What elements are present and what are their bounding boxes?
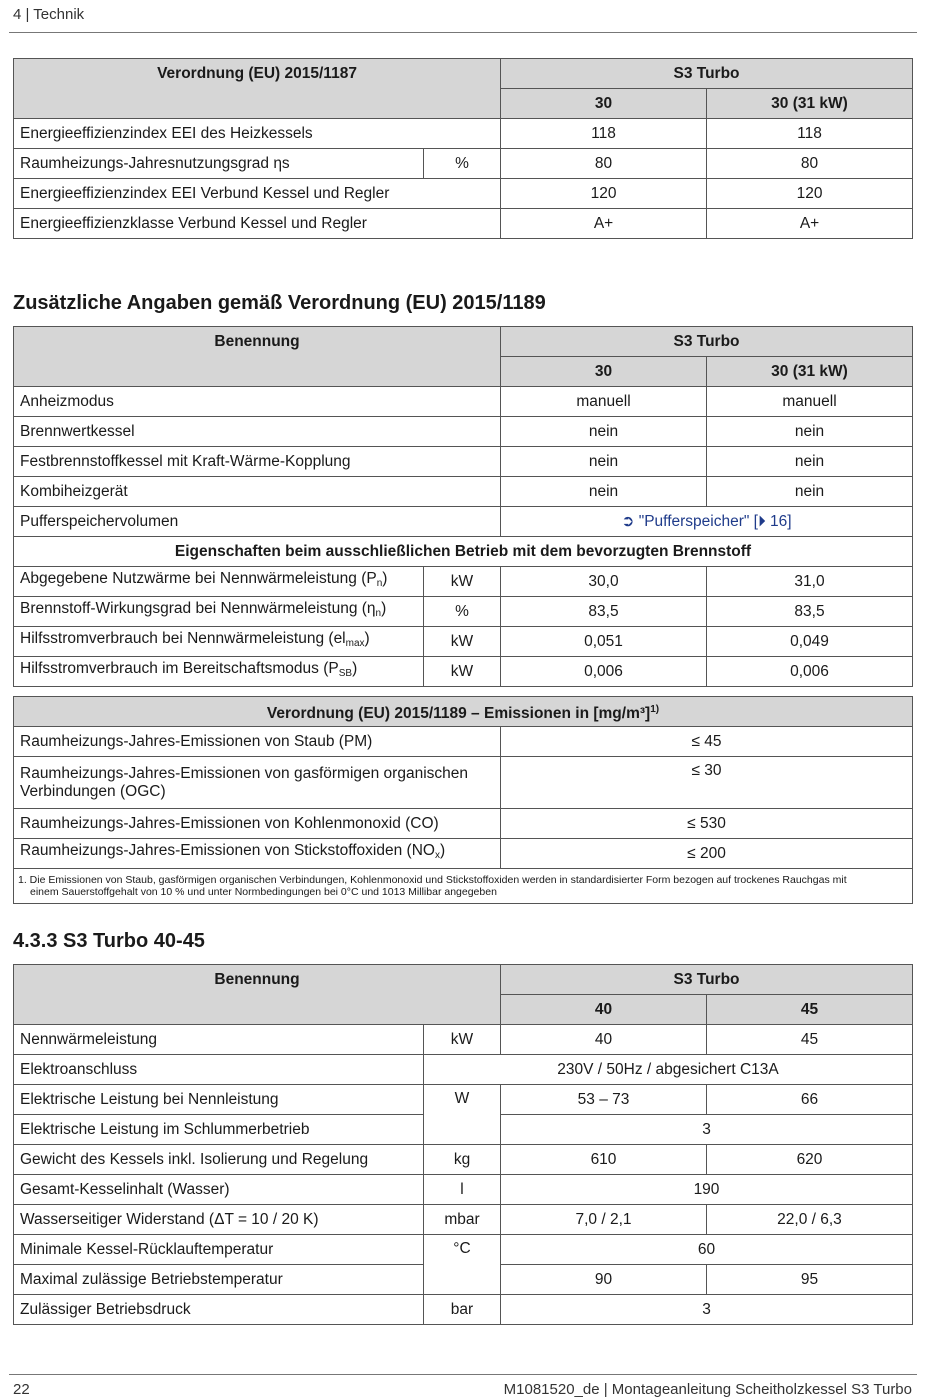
row-unit: kg xyxy=(424,1145,501,1175)
row-value-b: 0,006 xyxy=(707,657,913,687)
row-label xyxy=(14,567,424,597)
footnote-line: 1. Die Emissionen von Staub, gasförmigen organischen Verbindungen, Kohlenmonoxid und Stickstoffoxiden werden in standardisierter Form bezogen auf trockenes Rauchgas mit xyxy=(18,874,847,886)
row-value-a: A+ xyxy=(501,209,707,239)
row-unit: mbar xyxy=(424,1205,501,1235)
row-label: Gesamt-Kesselinhalt (Wasser) xyxy=(14,1175,424,1205)
table-row xyxy=(14,387,913,417)
table-row xyxy=(14,417,913,447)
row-value-a: 53 – 73 xyxy=(501,1085,707,1115)
row-value-a: 83,5 xyxy=(501,597,707,627)
table-row xyxy=(14,727,913,757)
table-row xyxy=(14,477,913,507)
row-label-tail: ) xyxy=(364,630,370,647)
row-label-text: Hilfsstromverbrauch bei Nennwärmeleistung (el xyxy=(20,630,346,647)
table-row xyxy=(14,597,913,627)
row-label xyxy=(14,657,424,687)
row-value: ≤ 30 xyxy=(501,757,913,809)
row-value-b: 118 xyxy=(707,119,913,149)
page-number: 22 xyxy=(13,1381,30,1398)
table-row xyxy=(14,1085,913,1115)
row-value-a: 30,0 xyxy=(501,567,707,597)
play-arrow-icon: ⏵ xyxy=(757,512,766,530)
buffer-link[interactable] xyxy=(639,513,792,530)
footnote-line: einem Sauerstoffgehalt von 10 % und unter Normbedingungen bei 0°C und 1013 Millibar angegeben xyxy=(30,886,497,898)
row-value-b: 95 xyxy=(707,1265,913,1295)
row-value-a: 7,0 / 2,1 xyxy=(501,1205,707,1235)
row-label: Anheizmodus xyxy=(14,387,501,417)
row-value-a: 610 xyxy=(501,1145,707,1175)
table-row xyxy=(14,1145,913,1175)
row-value-a: 80 xyxy=(501,149,707,179)
row-value-a: 0,006 xyxy=(501,657,707,687)
table1-col-a: 30 xyxy=(501,89,707,119)
row-label: Wasserseitiger Widerstand (ΔT = 10 / 20 K) xyxy=(14,1205,424,1235)
row-label: Maximal zulässige Betriebstemperatur xyxy=(14,1265,424,1295)
row-label: Elektrische Leistung im Schlummerbetrieb xyxy=(14,1115,424,1145)
row-label: Energieeffizienzindex EEI Verbund Kessel und Regler xyxy=(14,179,501,209)
table4-col-a: 40 xyxy=(501,995,707,1025)
header-rule xyxy=(9,32,917,33)
row-value: 190 xyxy=(501,1175,913,1205)
row-value-b: manuell xyxy=(707,387,913,417)
row-label-sub: SB xyxy=(338,668,353,679)
row-unit: W xyxy=(424,1085,501,1145)
row-label: Zulässiger Betriebsdruck xyxy=(14,1295,424,1325)
row-value-b: A+ xyxy=(707,209,913,239)
row-label: Minimale Kessel-Rücklauftemperatur xyxy=(14,1235,424,1265)
table-row xyxy=(14,757,913,809)
row-label: Pufferspeichervolumen xyxy=(14,507,501,537)
row-value: ≤ 530 xyxy=(501,809,913,839)
table-row xyxy=(14,179,913,209)
table2-header-left: Benennung xyxy=(14,327,501,387)
row-label: Elektrische Leistung bei Nennleistung xyxy=(14,1085,424,1115)
table-row xyxy=(14,119,913,149)
row-value-b: nein xyxy=(707,477,913,507)
row-value-b: 620 xyxy=(707,1145,913,1175)
row-label-sub: n xyxy=(375,608,382,619)
row-value-a: 0,051 xyxy=(501,627,707,657)
table-row xyxy=(14,1055,913,1085)
table-row xyxy=(14,657,913,687)
row-value-b: nein xyxy=(707,417,913,447)
table-row xyxy=(14,1205,913,1235)
row-label-sub: x xyxy=(434,850,440,861)
row-value-b: 66 xyxy=(707,1085,913,1115)
row-value-a: manuell xyxy=(501,387,707,417)
row-value: ≤ 45 xyxy=(501,727,913,757)
table3-footnote xyxy=(14,869,913,904)
row-label: Elektroanschluss xyxy=(14,1055,424,1085)
table-row xyxy=(14,1235,913,1265)
row-value-a: 120 xyxy=(501,179,707,209)
row-unit: kW xyxy=(424,567,501,597)
arrow-right-circle-icon: ➲ xyxy=(621,512,635,530)
table-row xyxy=(14,507,913,537)
row-value-a: 118 xyxy=(501,119,707,149)
table-eu-2015-1189 xyxy=(13,326,913,687)
row-unit: % xyxy=(424,149,501,179)
row-value-a: nein xyxy=(501,477,707,507)
document-title: M1081520_de | Montageanleitung Scheitholzkessel S3 Turbo xyxy=(503,1381,912,1398)
table-row xyxy=(14,809,913,839)
table2-col-b: 30 (31 kW) xyxy=(707,357,913,387)
row-label xyxy=(14,597,424,627)
table-row xyxy=(14,1295,913,1325)
row-value-a: nein xyxy=(501,417,707,447)
row-label: Energieeffizienzindex EEI des Heizkessels xyxy=(14,119,501,149)
table1-header-right: S3 Turbo xyxy=(501,59,913,89)
row-label-text: Hilfsstromverbrauch im Bereitschaftsmodus (P xyxy=(20,660,339,677)
row-value-a: 40 xyxy=(501,1025,707,1055)
section-title-s3-turbo-40-45: 4.3.3 S3 Turbo 40-45 xyxy=(13,930,205,952)
table2-subheader: Eigenschaften beim ausschließlichen Betrieb mit dem bevorzugten Brennstoff xyxy=(14,537,913,567)
row-label-sub: n xyxy=(376,578,383,589)
table-row xyxy=(14,209,913,239)
row-label-tail: ) xyxy=(381,600,387,617)
row-unit: °C xyxy=(424,1235,501,1295)
buffer-link-text: "Pufferspeicher" [ xyxy=(638,512,758,530)
row-label: Raumheizungs-Jahres-Emissionen von Staub (PM) xyxy=(14,727,501,757)
row-label: Nennwärmeleistung xyxy=(14,1025,424,1055)
row-value-b: 120 xyxy=(707,179,913,209)
row-unit: bar xyxy=(424,1295,501,1325)
table4-header-left: Benennung xyxy=(14,965,501,1025)
row-value-b: 80 xyxy=(707,149,913,179)
row-label-tail: ) xyxy=(352,660,358,677)
row-value: 60 xyxy=(501,1235,913,1265)
row-value-b: nein xyxy=(707,447,913,477)
row-label-text: Brennstoff-Wirkungsgrad bei Nennwärmeleistung (η xyxy=(20,600,376,617)
table1-header-left: Verordnung (EU) 2015/1187 xyxy=(14,59,501,119)
table-row xyxy=(14,149,913,179)
section-title-eu-2015-1189: Zusätzliche Angaben gemäß Verordnung (EU) 2015/1189 xyxy=(13,292,546,314)
table-row xyxy=(14,1175,913,1205)
table-row xyxy=(14,567,913,597)
row-label-tail: ) xyxy=(382,570,388,587)
row-unit: kW xyxy=(424,1025,501,1055)
row-value-b: 22,0 / 6,3 xyxy=(707,1205,913,1235)
row-unit: % xyxy=(424,597,501,627)
table3-header xyxy=(14,697,913,727)
table3-header-text: Verordnung (EU) 2015/1189 – Emissionen in [mg/m³] xyxy=(266,704,651,722)
row-value: 230V / 50Hz / abgesichert C13A xyxy=(424,1055,913,1085)
buffer-link-cell xyxy=(501,507,913,537)
table1-col-b: 30 (31 kW) xyxy=(707,89,913,119)
row-value-a: nein xyxy=(501,447,707,477)
row-unit: kW xyxy=(424,627,501,657)
table-row xyxy=(14,627,913,657)
row-value-a: 90 xyxy=(501,1265,707,1295)
row-label xyxy=(14,627,424,657)
table4-header-right: S3 Turbo xyxy=(501,965,913,995)
page-header: 4 | Technik xyxy=(13,6,85,23)
row-label-tail: ) xyxy=(439,842,446,859)
row-value: ≤ 200 xyxy=(501,839,913,869)
table2-col-a: 30 xyxy=(501,357,707,387)
row-value-b: 0,049 xyxy=(707,627,913,657)
row-label: Raumheizungs-Jahres-Emissionen von gasförmigen organischen Verbindungen (OGC) xyxy=(14,757,501,809)
row-value: 3 xyxy=(501,1115,913,1145)
table3-header-sup: 1) xyxy=(650,703,660,715)
row-value-b: 45 xyxy=(707,1025,913,1055)
row-label: Energieeffizienzklasse Verbund Kessel und Regler xyxy=(14,209,501,239)
table-eu-2015-1187 xyxy=(13,58,913,239)
row-value-b: 83,5 xyxy=(707,597,913,627)
row-label: Gewicht des Kessels inkl. Isolierung und Regelung xyxy=(14,1145,424,1175)
table2-header-right: S3 Turbo xyxy=(501,327,913,357)
row-label: Raumheizungs-Jahresnutzungsgrad ηs xyxy=(14,149,424,179)
row-label-text: Raumheizungs-Jahres-Emissionen von Stickstoffoxiden (NO xyxy=(20,842,435,859)
row-label: Kombiheizgerät xyxy=(14,477,501,507)
row-label: Brennwertkessel xyxy=(14,417,501,447)
row-unit: kW xyxy=(424,657,501,687)
table-row xyxy=(14,447,913,477)
row-unit: l xyxy=(424,1175,501,1205)
row-value-b: 31,0 xyxy=(707,567,913,597)
row-label: Festbrennstoffkessel mit Kraft-Wärme-Kopplung xyxy=(14,447,501,477)
footer-rule xyxy=(9,1374,917,1375)
buffer-link-page: 16] xyxy=(765,512,792,530)
row-label: Raumheizungs-Jahres-Emissionen von Kohlenmonoxid (CO) xyxy=(14,809,501,839)
table4-col-b: 45 xyxy=(707,995,913,1025)
table-row xyxy=(14,1025,913,1055)
table-emissions xyxy=(13,696,913,904)
row-value: 3 xyxy=(501,1295,913,1325)
table-s3-turbo-40-45 xyxy=(13,964,913,1325)
row-label xyxy=(14,839,501,869)
table-row xyxy=(14,839,913,869)
row-label-sub: max xyxy=(345,638,365,649)
row-label-text: Abgegebene Nutzwärme bei Nennwärmeleistung (P xyxy=(20,570,377,587)
